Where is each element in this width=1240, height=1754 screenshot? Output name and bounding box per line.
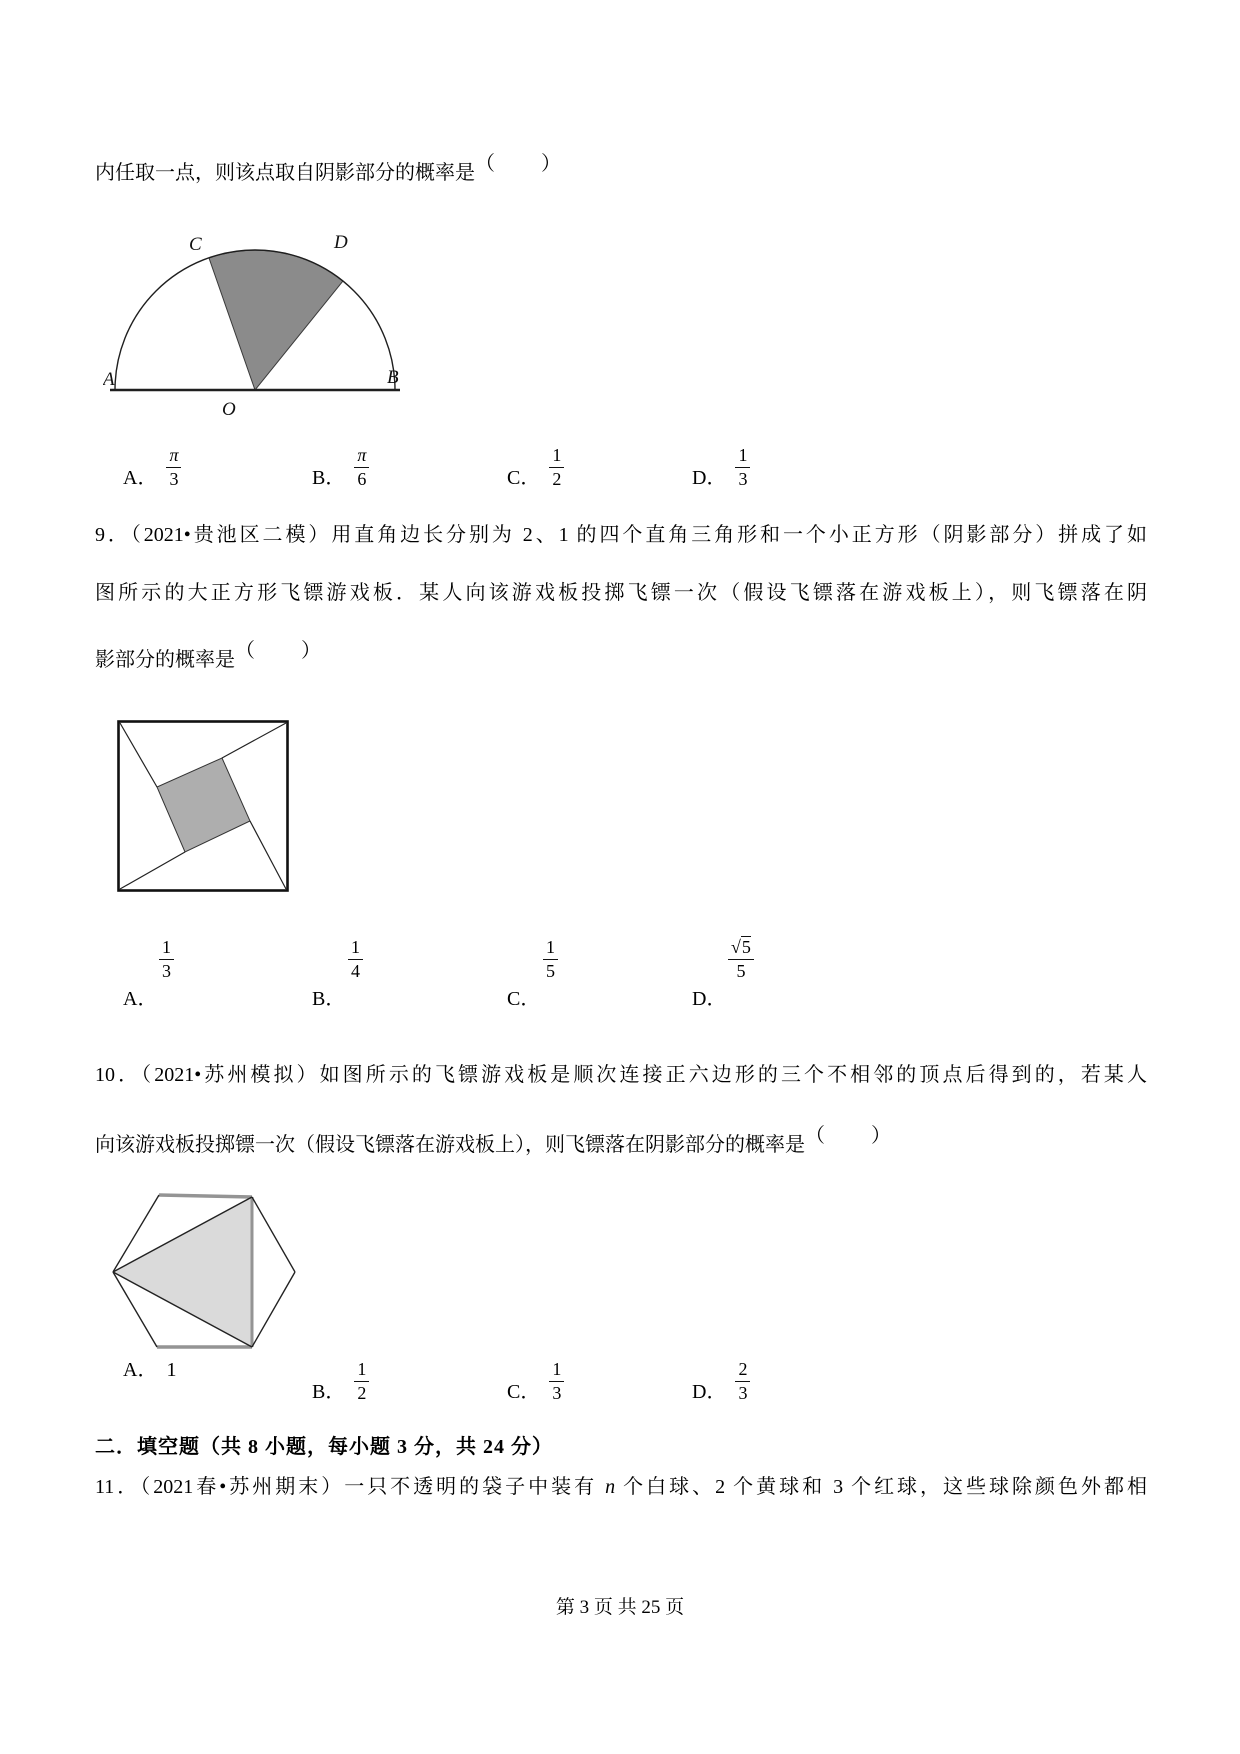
q8-option-c xyxy=(507,444,564,491)
fraction-numerator: 1 xyxy=(549,1358,564,1382)
question9-line3-text: 影部分的概率是 xyxy=(95,649,235,671)
pinwheel-square-figure xyxy=(117,720,289,892)
q10-option-d xyxy=(692,1358,750,1405)
question11-text-start: 11．（2021春•苏州期末）一只不透明的袋子中装有 xyxy=(95,1476,606,1498)
fraction-denominator: 4 xyxy=(351,961,360,981)
question10-line2-text: 向该游戏板投掷镖一次（假设飞镖落在游戏板上），则飞镖落在阴影部分的概率是 xyxy=(95,1134,805,1156)
fraction xyxy=(348,936,363,983)
fraction-denominator: 2 xyxy=(552,469,562,489)
option-letter: B． xyxy=(312,467,346,489)
option-letter: A． xyxy=(123,1359,158,1381)
fraction-numerator: 1 xyxy=(159,936,174,960)
q10-option-a xyxy=(123,1358,176,1383)
point-label-A: A xyxy=(103,369,115,390)
point-label-C: C xyxy=(189,234,202,255)
fraction-denominator: 3 xyxy=(162,961,171,981)
section2-heading: 二．填空题（共 8 小题，每小题 3 分，共 24 分） xyxy=(95,1436,553,1458)
option-letter: D． xyxy=(692,1381,727,1403)
fraction-numerator: 1 xyxy=(549,444,564,468)
fraction xyxy=(543,936,558,983)
question10-answer-blank: （ ） xyxy=(805,1125,893,1147)
fraction-numerator: 1 xyxy=(543,936,558,960)
fraction xyxy=(354,1358,369,1405)
question11-line1 xyxy=(95,1472,1147,1502)
option-letter: A． xyxy=(123,988,158,1010)
fraction-numerator xyxy=(728,936,754,960)
option-letter: A． xyxy=(123,467,158,489)
fraction-numerator: π xyxy=(166,444,181,468)
question9-line1: 9．（2021•贵池区二模）用直角边长分别为 2、1 的四个直角三角形和一个小正方形（阴影部分）拼成了如 xyxy=(95,524,1147,546)
question8-continuation-text: 内任取一点，则该点取自阴影部分的概率是 xyxy=(95,162,475,184)
option-letter: C． xyxy=(507,1381,541,1403)
fraction-denominator: 6 xyxy=(357,469,367,489)
question9-answer-blank: （ ） xyxy=(235,640,323,662)
hexagon-lower-right-edge xyxy=(252,1272,295,1347)
fraction xyxy=(166,444,181,491)
option-value: 1 xyxy=(166,1359,177,1381)
fraction-numerator: 1 xyxy=(354,1358,369,1382)
fraction-denominator: 5 xyxy=(546,961,555,981)
radical-sign: √ xyxy=(731,937,741,957)
shaded-sector xyxy=(209,250,343,390)
hexagon-top-edge xyxy=(159,1195,252,1197)
fraction xyxy=(354,444,369,491)
hexagon-upper-right-edge xyxy=(252,1197,295,1272)
question10-line1: 10．（2021•苏州模拟）如图所示的飞镖游戏板是顺次连接正六边形的三个不相邻的顶点后得到的，若某人 xyxy=(95,1064,1147,1086)
point-label-B: B xyxy=(387,367,399,388)
shaded-triangle xyxy=(113,1197,252,1347)
option-letter: C． xyxy=(507,467,541,489)
fraction-denominator: 3 xyxy=(738,1383,748,1403)
fraction-denominator: 5 xyxy=(736,961,746,981)
fraction xyxy=(159,936,174,983)
fraction xyxy=(549,444,564,491)
q8-option-b xyxy=(312,444,369,491)
q10-option-b xyxy=(312,1358,369,1405)
fraction-numerator: 1 xyxy=(348,936,363,960)
fraction xyxy=(735,444,750,491)
fraction-denominator: 2 xyxy=(357,1383,367,1403)
question11-text-end: 个白球、2 个黄球和 3 个红球，这些球除颜色外都相 xyxy=(615,1476,1148,1498)
fraction-numerator: 1 xyxy=(735,444,750,468)
q8-option-d xyxy=(692,444,750,491)
fraction-numerator: 2 xyxy=(735,1358,750,1382)
fraction xyxy=(735,1358,750,1405)
fraction-denominator: 3 xyxy=(552,1383,562,1403)
q10-option-c xyxy=(507,1358,564,1405)
question8-answer-blank: （ ） xyxy=(475,153,563,175)
semicircle-figure xyxy=(103,222,403,434)
fraction xyxy=(549,1358,564,1405)
question8-continuation-line xyxy=(95,153,1147,188)
point-label-D: D xyxy=(334,232,348,253)
option-letter: D． xyxy=(692,467,727,489)
fraction-denominator: 3 xyxy=(738,469,748,489)
question10-line2 xyxy=(95,1125,1147,1160)
fraction xyxy=(728,936,754,983)
fraction-denominator: 3 xyxy=(169,469,179,489)
q8-option-a xyxy=(123,444,181,491)
option-letter: B． xyxy=(312,1381,346,1403)
hexagon-dartboard-figure xyxy=(110,1190,300,1352)
question9-line2: 图所示的大正方形飞镖游戏板．某人向该游戏板投掷飞镖一次（假设飞镖落在游戏板上），则飞镖落在阴 xyxy=(95,582,1147,604)
page-number-footer: 第 3 页 共 25 页 xyxy=(555,1597,685,1618)
fraction-numerator: π xyxy=(354,444,369,468)
variable-n: n xyxy=(605,1476,616,1498)
question9-line3 xyxy=(95,640,1147,675)
option-letter: C． xyxy=(507,988,541,1010)
option-letter: B． xyxy=(312,988,346,1010)
point-label-O: O xyxy=(222,399,236,420)
option-letter: D． xyxy=(692,988,727,1010)
radicand: 5 xyxy=(741,937,751,957)
